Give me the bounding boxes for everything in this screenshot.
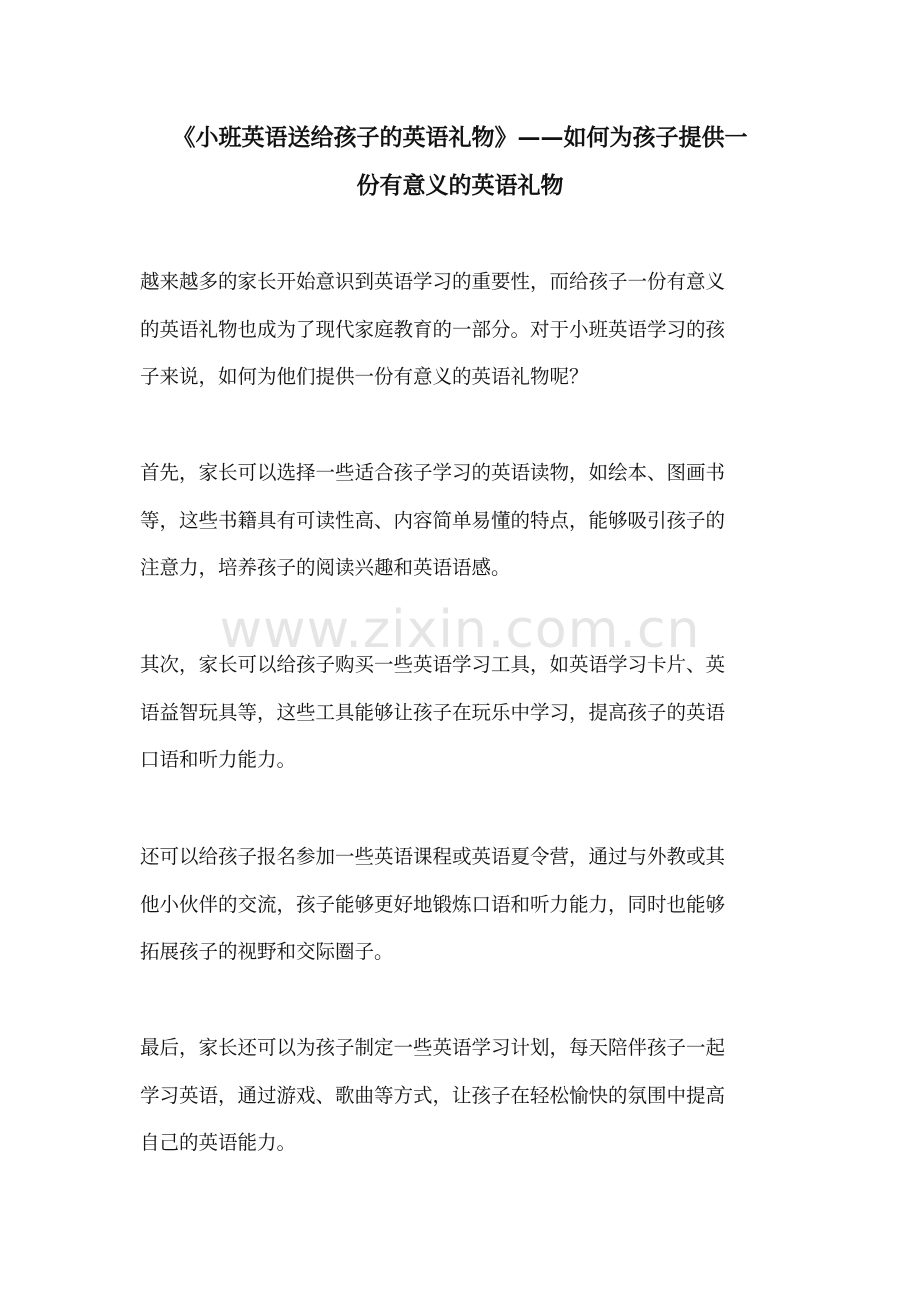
paragraph-line: 语益智玩具等，这些工具能够让孩子在玩乐中学习，提高孩子的英语 bbox=[140, 700, 726, 724]
paragraph-line: 学习英语，通过游戏、歌曲等方式，让孩子在轻松愉快的氛围中提高 bbox=[140, 1083, 726, 1107]
paragraph-line: 最后，家长还可以为孩子制定一些英语学习计划，每天陪伴孩子一起 bbox=[140, 1036, 726, 1059]
paragraph-study-plan bbox=[140, 1024, 782, 1167]
paragraph-reading-materials bbox=[140, 449, 782, 592]
paragraph-line: 自己的英语能力。 bbox=[140, 1131, 297, 1154]
paragraph-line: 越来越多的家长开始意识到英语学习的重要性，而给孩子一份有意义 bbox=[140, 270, 726, 293]
title-line: 《小班英语送给孩子的英语礼物》——如何为孩子提供一 bbox=[172, 124, 748, 151]
document-title bbox=[140, 114, 780, 210]
paragraph-line: 首先，家长可以选择一些适合孩子学习的英语读物，如绘本、图画书 bbox=[140, 461, 726, 484]
paragraph-line: 的英语礼物也成为了现代家庭教育的一部分。对于小班英语学习的孩 bbox=[140, 317, 726, 341]
paragraph-intro bbox=[140, 258, 782, 401]
paragraph-line: 注意力，培养孩子的阅读兴趣和英语语感。 bbox=[140, 556, 511, 579]
paragraph-line: 其次，家长可以给孩子购买一些英语学习工具，如英语学习卡片、英 bbox=[140, 653, 726, 676]
paragraph-line: 他小伙伴的交流，孩子能够更好地锻炼口语和听力能力，同时也能够 bbox=[140, 892, 726, 916]
paragraph-line: 还可以给孩子报名参加一些英语课程或英语夏令营，通过与外教或其 bbox=[140, 845, 726, 868]
paragraph-line: 口语和听力能力。 bbox=[140, 748, 297, 771]
paragraph-line: 拓展孩子的视野和交际圈子。 bbox=[140, 940, 394, 963]
paragraph-courses bbox=[140, 833, 782, 976]
watermark: www.zixin.com.cn bbox=[219, 600, 701, 660]
paragraph-line: 等，这些书籍具有可读性高、内容简单易懂的特点，能够吸引孩子的 bbox=[140, 508, 726, 532]
title-line: 份有意义的英语礼物 bbox=[356, 172, 564, 199]
paragraph-learning-tools bbox=[140, 641, 782, 784]
paragraph-line: 子来说，如何为他们提供一份有意义的英语礼物呢？ bbox=[140, 365, 589, 388]
